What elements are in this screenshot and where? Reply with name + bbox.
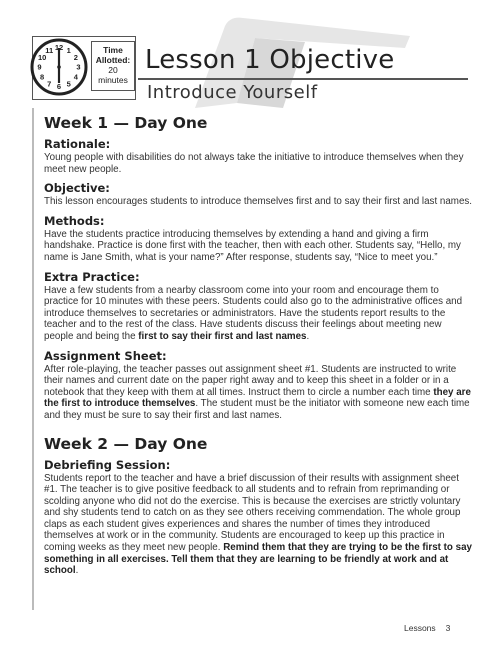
debriefing-body: Students report to the teacher and have a brief discussion of their results with assignment sheet #1. The teacher is to give positive feedback to all students and to refrain from reprimanding or scolding anyone who did not do the exercise. This is because the exercises are strictly voluntary and shy students tend to catch on as they see others receiving commendation. The whole group claps as each student gives experiences and shares the number of times they introduced themselves at work or in the community. Students are encouraged to keep up this practice in coming weeks as they meet new people.	[44, 472, 461, 554]
debriefing-heading: Debriefing Session:	[44, 457, 171, 472]
week2-heading: Week 2 — Day One	[44, 434, 208, 453]
clock-numeral: 3	[76, 62, 81, 72]
clock-numeral: 8	[40, 72, 45, 82]
assignment-body: After role-playing, the teacher passes out assignment sheet #1. Students are instructed to write their names and current date on the paper right away and to keep this sheet in a folder or in a notebook that they keep with them at all times. Instruct them to circle a number each time	[44, 363, 457, 398]
page-footer	[404, 623, 450, 633]
clock-numeral: 1	[66, 45, 71, 55]
debriefing-emphasis: Remind them that they are trying to be the first to say something in all exercises. Tell them that they are learning to be friendly at work and at school	[44, 542, 472, 577]
margin-rule	[32, 108, 34, 610]
objective-heading: Objective:	[44, 181, 110, 196]
methods-heading: Methods:	[44, 213, 105, 228]
clock-numeral: 4	[73, 72, 78, 82]
methods-text: Have the students practice introducing themselves by extending a hand and giving a firm handshake. Practice is done first with the teacher, then with each other. Students say, “Hello, my name is Jane Smith, what is your name?” After response, students say, “Nice to meet you.”	[44, 228, 461, 263]
clock-icon	[30, 38, 88, 96]
debriefing-end: .	[75, 565, 79, 577]
page-number: 3	[445, 623, 451, 633]
extra-practice-emphasis: first to say their first and last names	[138, 330, 307, 342]
page-subtitle: Introduce Yourself	[147, 82, 318, 103]
footer-section: Lessons	[404, 623, 436, 633]
assignment-end: . The student must be the initiator with someone new each time and they must be sure to say their first and last names.	[44, 398, 470, 421]
extra-practice-end: .	[306, 330, 310, 342]
title-divider	[138, 78, 468, 80]
debriefing-text	[44, 473, 472, 577]
clock-numeral: 9	[37, 62, 42, 72]
rationale-heading: Rationale:	[44, 137, 111, 151]
assignment-emphasis: they are the first to introduce themselves	[44, 386, 471, 410]
clock-numeral: 10	[37, 52, 47, 62]
clock-numeral: 2	[73, 52, 78, 62]
page-title: Lesson 1 Objective	[145, 45, 395, 75]
time-value: 20	[108, 65, 118, 75]
clock-numeral: 12	[54, 43, 64, 53]
clock-numeral: 5	[66, 79, 71, 89]
time-unit: minutes	[98, 75, 128, 85]
clock-numeral: 6	[56, 82, 62, 92]
lesson-content	[44, 113, 472, 583]
week1-heading: Week 1 — Day One	[44, 114, 208, 132]
assignment-sheet-heading: Assignment Sheet:	[44, 348, 167, 363]
extra-practice-body: Have a few students from a nearby classroom come into your room and encourage them to practice for 10 minutes with these peers. Students could also go to the administrative offices and introduce themselves to secretaries or administrators. Have the students report results to the teacher and to the rest of the class. Have students discuss their feelings about meeting new people and being the	[44, 284, 463, 342]
objective-text: This lesson encourages students to introduce themselves first and to say their first and last names.	[44, 196, 473, 208]
assignment-sheet-text	[44, 364, 472, 422]
rationale-text: Young people with disabilities do not always take the initiative to introduce themselves when they meet new people.	[44, 152, 464, 175]
extra-practice-heading: Extra Practice:	[44, 269, 140, 284]
clock-numeral: 11	[45, 45, 54, 55]
clock-numeral: 7	[47, 79, 52, 89]
time-allotted-label: Time Allotted:	[95, 45, 131, 65]
extra-practice-text	[44, 285, 472, 343]
time-allotted-box	[91, 41, 135, 91]
